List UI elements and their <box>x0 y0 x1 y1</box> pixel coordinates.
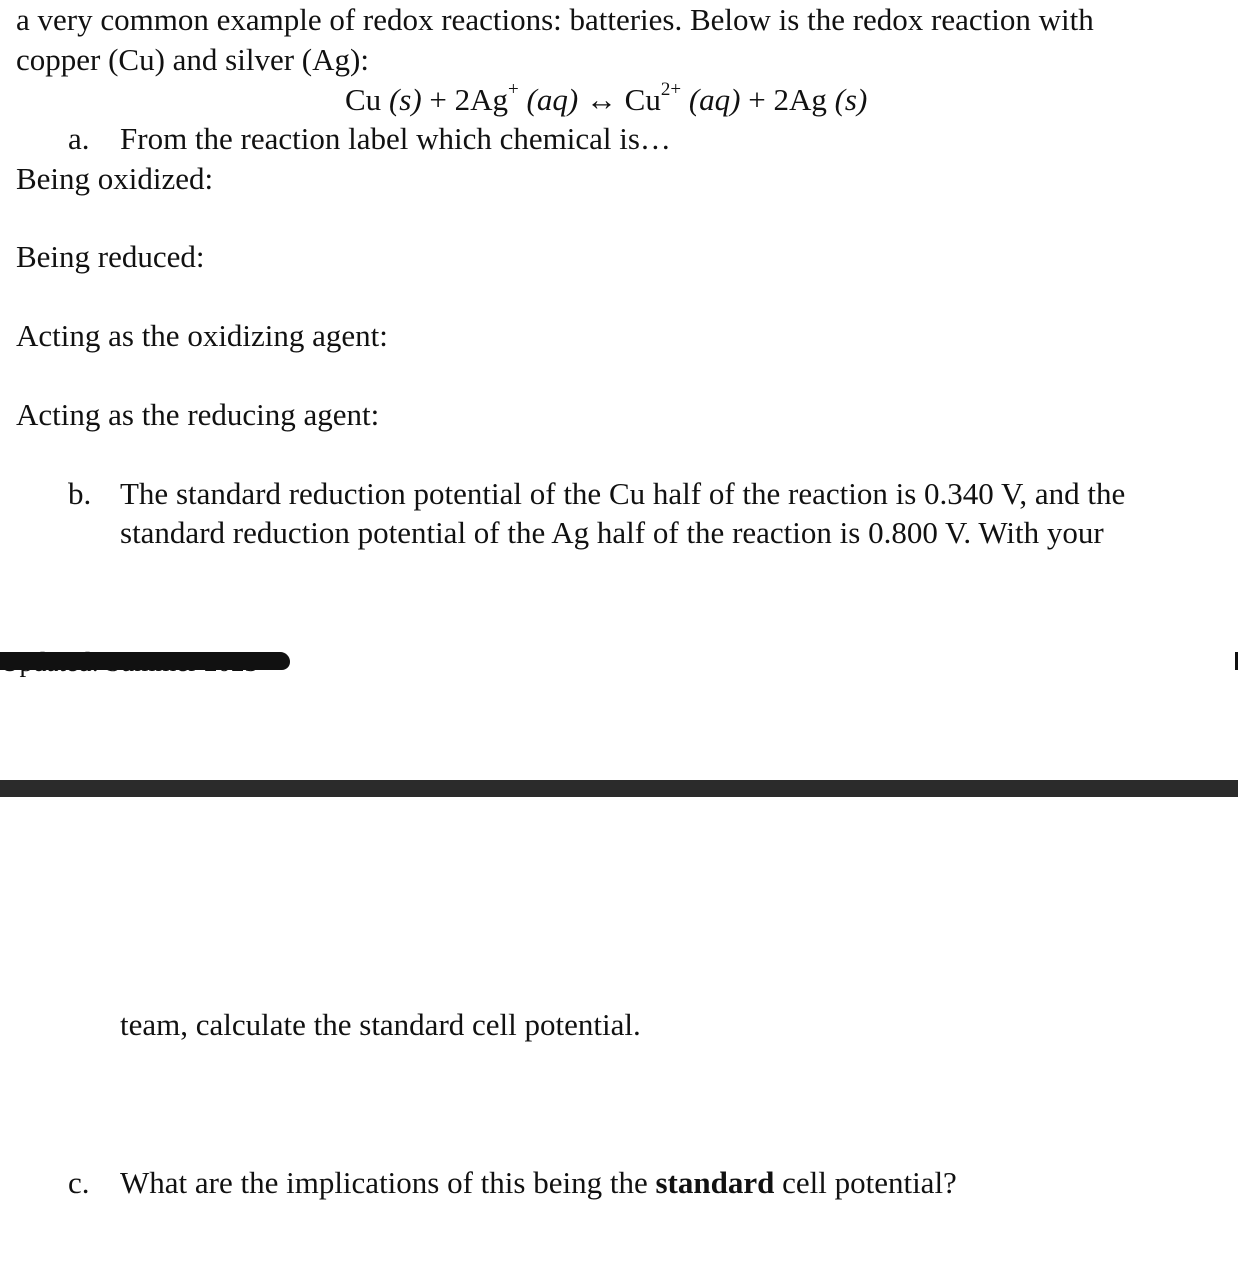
being-oxidized-label: Being oxidized: <box>16 161 214 196</box>
part-b-line-1: The standard reduction potential of the Cu half of the reaction is 0.340 V, and the <box>120 476 1126 511</box>
eq-cu: Cu <box>345 82 382 117</box>
intro-line-1: a very common example of redox reactions: batteries. Below is the redox reaction with <box>16 2 1094 37</box>
eq-state-s2: (s) <box>834 82 868 117</box>
part-a-marker: a. <box>68 121 90 156</box>
eq-ag-charge: + <box>508 79 519 100</box>
part-c-text-before: What are the implications of this being the <box>120 1165 648 1200</box>
part-c-text-after: cell potential? <box>782 1165 957 1200</box>
part-b-marker: b. <box>68 476 92 511</box>
eq-arrow: ↔ <box>585 82 617 117</box>
redox-equation <box>345 79 868 117</box>
oxidizing-agent-label: Acting as the oxidizing agent: <box>16 318 388 353</box>
eq-cu-charge: 2+ <box>660 79 682 100</box>
eq-cu2: Cu <box>624 82 661 117</box>
eq-plus-ag: + 2Ag <box>429 82 509 117</box>
page-break-divider <box>0 780 1238 797</box>
part-c-bold-word: standard <box>655 1165 775 1200</box>
eq-plus-2ag: + 2Ag <box>748 82 827 117</box>
eq-state-aq1: (aq) <box>526 82 579 117</box>
part-b-line-3: team, calculate the standard cell potential. <box>120 1007 641 1042</box>
being-reduced-label: Being reduced: <box>16 239 205 274</box>
redaction-scribble <box>0 652 290 670</box>
part-c-marker: c. <box>68 1165 90 1200</box>
part-a-prompt: From the reaction label which chemical is… <box>120 121 671 156</box>
eq-state-aq2: (aq) <box>688 82 741 117</box>
intro-line-2: copper (Cu) and silver (Ag): <box>16 42 369 77</box>
part-b-line-2: standard reduction potential of the Ag half of the reaction is 0.800 V. With your <box>120 515 1104 550</box>
reducing-agent-label: Acting as the reducing agent: <box>16 397 380 432</box>
eq-state-s1: (s) <box>388 82 422 117</box>
part-c-question <box>120 1167 957 1198</box>
